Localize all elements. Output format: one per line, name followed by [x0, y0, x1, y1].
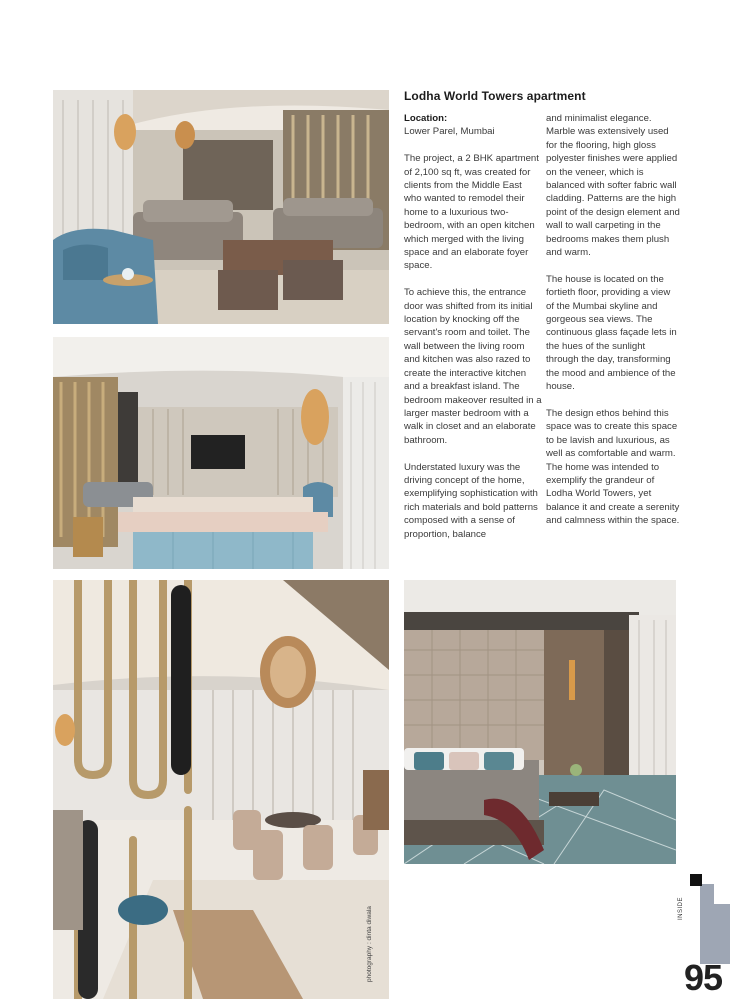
paragraph: To achieve this, the entrance door was shifted from its initial location by knocking off the servant's room and toilet. The wall between the living room and kitchen was also razed to create the interactive kitchen and a breakfast island. The bedroom makeover resulted in a larger master bedroom with a walk in closet and an elaborate bathroom.: [404, 287, 542, 446]
article-title: Lodha World Towers apartment: [404, 89, 586, 103]
article-column-left: [404, 112, 542, 554]
photo-kitchen: [53, 337, 389, 569]
article-column-right: [546, 112, 680, 541]
magazine-logo-icon: [686, 874, 730, 964]
photo-dining-area: [53, 580, 389, 999]
paragraph: The project, a 2 BHK apartment of 2,100 sq ft, was created for clients from the Middle East who wanted to remodel their home to a luxurious two-bedroom, with an open kitchen which merged with the living space and an elaborate foyer space.: [404, 153, 539, 272]
magazine-brand: INSIDE: [678, 896, 684, 920]
page-number: 95: [684, 957, 723, 998]
photo-living-room: [53, 90, 389, 324]
paragraph: The house is located on the fortieth floor, providing a view of the Mumbai skyline and gorgeous sea views. The continuous glass façade lets in the hues of the sunlight through the day, transforming the mood and ambience of the house.: [546, 273, 677, 393]
paragraph: Understated luxury was the driving concept of the home, exemplifying sophistication with rich materials and bold patterns composed with a sense of proportion, balance: [404, 461, 538, 540]
location-value: Lower Parel, Mumbai: [404, 126, 495, 138]
photo-credit: photography : dinta diwala: [366, 906, 373, 982]
paragraph: and minimalist elegance. Marble was extensively used for the flooring, high gloss polyester finishes were applied on the veneer, which is balanced with softer fabric wall cladding. Patterns are the high point of the design element and wall to wall carpeting in the bedrooms makes them plush and warm.: [546, 113, 680, 259]
location-label: Location:: [404, 113, 448, 124]
paragraph: The design ethos behind this space was to create this space to be lavish and luxurious, as well as comfortable and warm. The home was intended to exemplify the grandeur of Lodha World Towers, yet balance it and create a serenity and calmness within the space.: [546, 407, 680, 527]
photo-bedroom: [404, 580, 676, 864]
